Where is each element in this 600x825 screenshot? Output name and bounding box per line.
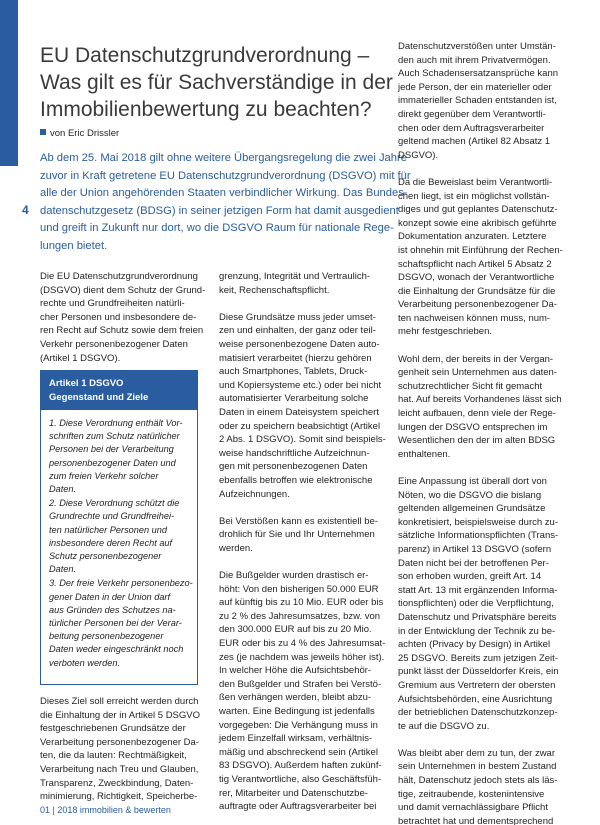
text-line: geltend machen (Artikel 82 Absatz 1 [398, 136, 551, 148]
column-1-bottom [40, 695, 200, 804]
text-line: mehr festgeschrieben. [398, 326, 492, 338]
text-line: der betrieblichen Datenschutzkonzep- [398, 707, 558, 719]
text-line: Auch Schadensersatzansprüche kann [398, 68, 559, 80]
article-title [40, 42, 393, 123]
text-line: gen mit personenbezogenen Daten [219, 461, 368, 473]
text-line: EUR oder bis zu 4 % des Jahresumsat- [219, 638, 386, 650]
paragraph-gap [219, 555, 389, 569]
box-item-line: schriften zum Schutz natürlicher [49, 431, 180, 442]
text-line: parenz) in Artikel 13 DSGVO (sofern [398, 543, 552, 555]
text-line: leicht aufbauen, denn viele der Rege- [398, 408, 556, 420]
paragraph-gap [219, 297, 389, 311]
intro-paragraph [40, 150, 411, 256]
box-item-line: Daten weder eingeschränkt noch [49, 644, 184, 655]
text-line: in der Entwicklung der Technik zu be- [398, 625, 556, 637]
text-line: zes (je nachdem was jeweils höher ist). [219, 651, 385, 663]
text-line: rechte und Grundfreiheiten natürli- [40, 298, 185, 310]
box-item-line: aus Gründen des Schutzes na- [49, 604, 176, 615]
box-list-item [49, 417, 193, 496]
square-bullet-icon [40, 129, 46, 135]
intro-line: und greift in Zukunft nur dort, wo die DSGVO Raum für nationale Rege- [40, 222, 394, 235]
paragraph-gap [398, 162, 568, 176]
text-line: (DSGVO) dient dem Schutz der Grund- [40, 284, 206, 296]
text-line: festgeschriebenen Grundsätze der [40, 723, 186, 735]
text-line: Dieses Ziel soll erreicht werden durch [40, 696, 199, 707]
text-line: immaterieller Schaden entstanden ist, [398, 95, 557, 107]
text-line: ßen verhängen werden, bleibt abzu- [219, 692, 372, 704]
text-line: chen liegt, ist ein möglichst vollstän- [398, 190, 550, 202]
box-item-line: Personen bei der Verarbeitung [49, 444, 174, 455]
box-item-line: Schutz personenbezogener [49, 551, 162, 562]
box-list-item [49, 577, 193, 669]
box-item-line: Daten. [49, 564, 77, 575]
text-line: grenzung, Integrität und Vertraulich- [219, 271, 371, 282]
text-line: son erhoben wurden, greift Art. 14 [398, 571, 542, 583]
author-line [40, 128, 119, 139]
text-line: die Einhaltung der in Artikel 5 DSGVO [40, 709, 201, 721]
text-line: Die EU Datenschutzgrundverordnung [40, 271, 198, 282]
text-line: Diese Grundsätze muss jeder umset- [219, 311, 376, 323]
text-line: schaftspflicht nach Artikel 5 Absatz 2 [398, 258, 552, 270]
text-line: automatisierter Verarbeitung solche [219, 393, 369, 405]
box-list [41, 410, 197, 670]
box-item-line: beitung personenbezogener [49, 631, 164, 642]
box-item-line: verboten werden. [49, 657, 120, 668]
box-item-line: Daten. [49, 484, 77, 495]
text-line: cher Personen und insbesondere de- [40, 311, 197, 323]
intro-line: alle der Union angehörenden Staaten verbindlicher Wirkung. Das Bundes- [40, 187, 408, 200]
column-3 [398, 40, 568, 825]
text-line: weise personenbezogene Daten auto- [219, 338, 380, 350]
text-line: Bei Verstößen kann es existentiell be- [219, 515, 378, 527]
title-line: Immobilienbewertung zu beachten? [40, 98, 372, 121]
text-line: Wesentlichen den der im alten BDSG [398, 435, 556, 447]
page-footer: 01 | 2018 immobilien & bewerten [40, 805, 171, 815]
text-line: mäßig und abschreckend sein (Artikel [219, 746, 378, 758]
text-line: tige, zeitraubende, kostenintensive [398, 788, 545, 800]
blue-margin-tab [0, 0, 18, 166]
text-line: auf künftig bis zu 10 Mio. EUR oder bis [219, 597, 384, 609]
text-line: hat. Auf bereits Vorhandenes lässt sich [398, 394, 562, 406]
title-line: EU Datenschutzgrundverordnung – [40, 44, 370, 67]
text-line: jedem Einzelfall wirksam, verhältnis- [219, 733, 373, 745]
intro-line: datenschutzgesetz (BDSG) in seiner jetzigen Form hat damit ausgedient [40, 204, 399, 217]
intro-line: zuvor in Kraft getretene EU Datenschutzgrundverordnung (DSGVO) mit für [40, 169, 411, 182]
text-line: sätzliche Informationspflichten (Trans- [398, 530, 559, 542]
box-item-line: 1. Diese Verordnung enthält Vor- [49, 418, 183, 428]
article-1-box [40, 370, 198, 685]
text-line: statt Art. 13 mit ergänzenden Informa- [398, 584, 558, 596]
text-line: höht: Von den bisherigen 50.000 EUR [219, 583, 379, 595]
box-item-line: personenbezogener Daten und [49, 457, 176, 468]
text-line: DSGVO, wonach der Verantwortliche [398, 272, 555, 284]
text-line: und damit vernachlässigbare Pflicht [398, 802, 548, 814]
text-line: Verarbeitung nach Treu und Glauben, [40, 763, 199, 775]
text-line: zen und einhalten, der ganz oder teil- [219, 325, 376, 337]
paragraph-gap [398, 461, 568, 475]
text-line: oder zu speichern beabsichtigt (Artikel [219, 420, 381, 432]
text-line: betrachtet hat und dementsprechend [398, 815, 554, 825]
text-line: te auf die DSGVO zu. [398, 720, 490, 732]
text-line: Gremium aus Vertretern der obersten [398, 679, 556, 691]
box-item-line: 2. Diese Verordnung schützt die [49, 498, 180, 509]
text-line: warten. Eine Bedingung ist jedenfalls [219, 706, 375, 717]
text-line: konzept sowie eine akribisch geführte [398, 217, 557, 229]
text-line: die Einhaltung der Grundsätze für die [398, 285, 556, 297]
text-line: tionspflichten) oder die Verpflichtung, [398, 598, 554, 610]
text-line: enthaltenen. [398, 448, 451, 460]
text-line: achten (Privacy by Design) in Artikel [398, 639, 551, 651]
text-line: Verkehr personenbezogener Daten [40, 338, 188, 350]
text-line: ist ohnehin mit Einführung der Rechen- [398, 244, 563, 256]
text-line: direkt gegenüber dem Verantwortli- [398, 108, 546, 120]
text-line: auch Smartphones, Tablets, Druck- [219, 366, 368, 378]
text-line: ebenfalls betroffen wie elektronische [219, 474, 373, 486]
text-line: 83 DSGVO). Außerdem haften zukünf- [219, 760, 382, 772]
text-line: Eine Anpassung ist überall dort von [398, 476, 547, 487]
text-line: ren Recht auf Schutz sowie dem freien [40, 325, 204, 337]
text-line: chen oder dem Auftragsverarbeiter [398, 122, 545, 134]
author-name: von Eric Drissler [50, 128, 120, 139]
text-line: lungen der DSGVO entsprechen im [398, 421, 548, 433]
text-line: zu 2 % des Jahresumsatzes, bzw. von [219, 610, 381, 622]
text-line: Wohl dem, der bereits in der Vergan- [398, 353, 554, 365]
text-line: Nöten, wo die DSGVO die bislang [398, 489, 542, 501]
text-line: Verarbeitung personenbezogener Da- [398, 299, 557, 311]
text-line: Was bleibt aber dem zu tun, der zwar [398, 747, 555, 759]
box-list-item [49, 497, 193, 576]
text-line: In welcher Höhe die Aufsichtsbehör- [219, 665, 372, 677]
box-header-line: Artikel 1 DSGVO [49, 378, 124, 389]
text-line: Dokumentation anzuraten. Letztere [398, 231, 547, 243]
text-line: genheit sein Unternehmen aus daten- [398, 367, 557, 379]
text-line: DSGVO). [398, 149, 439, 161]
text-line: matisiert verarbeitet (hierzu gehören [219, 352, 372, 364]
text-line: jede Person, der ein materieller oder [398, 81, 552, 93]
text-line: Da die Beweislast beim Verantwortli- [398, 176, 553, 188]
text-line: Die Bußgelder wurden drastisch er- [219, 570, 369, 582]
text-line: Daten in einem Dateisystem speichert [219, 406, 379, 418]
paragraph-gap [398, 339, 568, 353]
text-line: Verarbeitung personenbezogener Da- [40, 736, 199, 748]
paragraph-gap [398, 733, 568, 747]
text-line: rer, Mitarbeiter und Datenschutzbe- [219, 787, 368, 799]
text-line: 2 Abs. 1 DSGVO). Somit sind beispiels- [219, 434, 386, 446]
text-line: und Kopiersysteme etc.) oder bei nicht [219, 379, 382, 391]
text-line: Datenschutz und Privatsphäre bereits [398, 611, 557, 623]
page-number: 4 [22, 203, 29, 217]
text-line: ten, die da lauten: Rechtmäßigkeit, [40, 750, 187, 762]
box-item-line: zum freien Verkehr solcher [49, 470, 159, 481]
text-line: (Artikel 1 DSGVO). [40, 352, 121, 364]
box-header-line: Gegenstand und Ziele [49, 391, 149, 403]
box-item-line: türlicher Personen bei der Verar- [49, 618, 182, 629]
text-line: weise handschriftliche Aufzeichnun- [219, 447, 370, 459]
intro-line: lungen bietet. [40, 239, 108, 252]
text-line: den auch mit ihrem Privatvermögen. [398, 54, 551, 66]
text-line: 25 DSGVO. Bereits zum jetzigen Zeit- [398, 652, 558, 664]
text-line: drohlich für Sie und Ihr Unternehmen [219, 529, 375, 541]
column-1-top [40, 270, 206, 365]
box-header [41, 371, 197, 410]
text-line: hält, Datenschutz jedoch stets als läs- [398, 775, 558, 787]
intro-line: Ab dem 25. Mai 2018 gilt ohne weitere Übergangsregelung die zwei Jahre [40, 152, 407, 164]
text-line: minimierung, Richtigkeit, Speicherbe- [40, 791, 198, 803]
title-line: Was gilt es für Sachverständige in der [40, 71, 393, 94]
text-line: sein Unternehmen in bestem Zustand [398, 761, 557, 773]
text-line: Transparenz, Zweckbindung, Daten- [40, 777, 194, 789]
box-item-line: gener Daten in der Union darf [49, 591, 171, 602]
box-item-line: 3. Der freie Verkehr personenbezo- [49, 578, 193, 589]
text-line: Daten nicht bei der betroffenen Per- [398, 557, 549, 569]
text-line: diges und gut geplantes Datenschutz- [398, 204, 558, 216]
column-2 [219, 270, 389, 814]
text-line: punkt lässt der Düsseldorfer Kreis, ein [398, 666, 559, 678]
text-line: Datenschutzverstößen unter Umstän- [398, 41, 556, 52]
text-line: auftragte oder Auftragsverarbeiter bei [219, 801, 377, 813]
text-line: schutzrechtlicher Sicht fit gemacht [398, 380, 543, 392]
paragraph-gap [219, 501, 389, 515]
text-line: keit, Rechenschaftspflicht. [219, 284, 330, 296]
text-line: den Bußgelder und Strafen bei Verstö- [219, 678, 382, 690]
box-item-line: Grundrechte und Grundfreihei- [49, 511, 175, 522]
box-item-line: insbesondere deren Recht auf [49, 537, 173, 548]
text-line: Aufzeichnungen. [219, 488, 290, 500]
text-line: tig Verantwortliche, also Geschäftsfüh- [219, 773, 382, 785]
text-line: konkretisiert, beispielsweise durch zu- [398, 516, 558, 528]
text-line: den 300.000 EUR auf bis zu 20 Mio. [219, 624, 372, 636]
text-line: werden. [219, 542, 253, 554]
text-line: vorgegeben: Die Verhängung muss in [219, 719, 378, 731]
text-line: Aufsichtsbehörden, eine Ausrichtung [398, 693, 553, 705]
text-line: ten nachweisen können muss, num- [398, 312, 551, 324]
box-item-line: ten natürlicher Personen und [49, 524, 167, 535]
text-line: geltenden allgemeinen Grundsätze [398, 503, 546, 515]
